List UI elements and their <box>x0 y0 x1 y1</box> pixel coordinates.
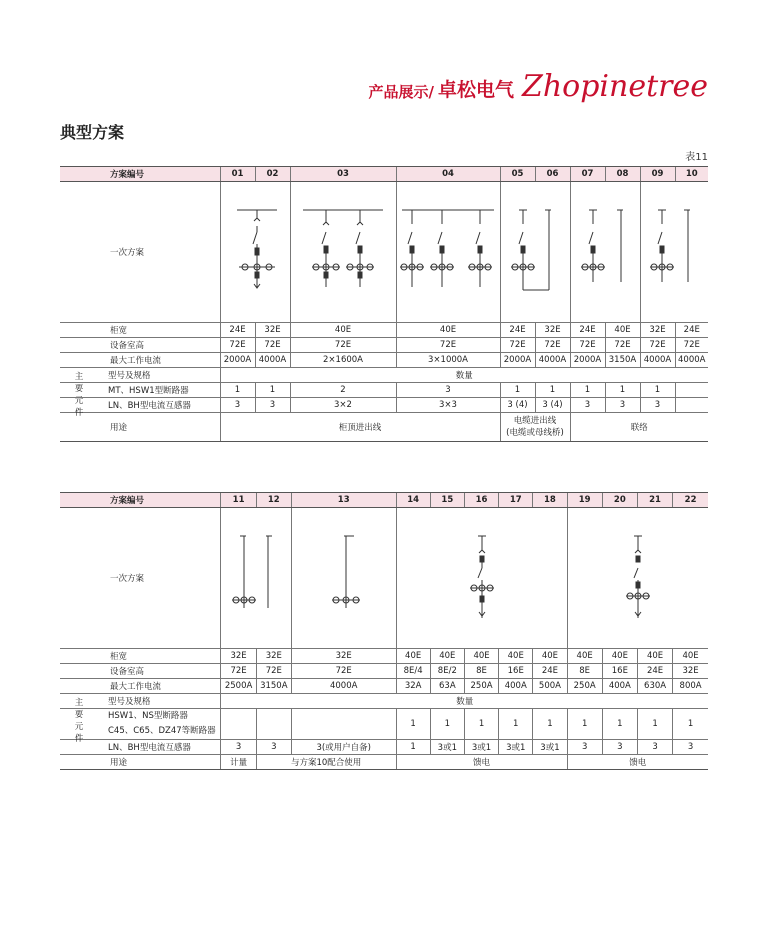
cell: 4000A <box>255 353 290 368</box>
header-label: 方案编号 <box>60 167 220 182</box>
scheme-diagram-11-12 <box>221 508 291 649</box>
cell: 32E <box>673 664 708 679</box>
cell: 32E <box>535 323 570 338</box>
table-number: 表11 <box>685 152 708 163</box>
header-brand-script: Zhopinetree <box>521 69 708 104</box>
model-row <box>60 368 708 383</box>
cell: 500A <box>533 679 567 694</box>
code-cell: 19 <box>567 493 602 508</box>
circuit-diagram <box>452 528 512 628</box>
cell: 72E <box>570 338 605 353</box>
scheme-diagram-07-08 <box>570 182 640 323</box>
scheme-table-1 <box>60 166 708 442</box>
cell: 24E <box>533 664 567 679</box>
page-title: 典型方案 <box>60 123 125 142</box>
cell: 40E <box>290 323 396 338</box>
cell: 4000A <box>535 353 570 368</box>
cell: 32E <box>256 649 291 664</box>
cell: 1 <box>396 740 430 755</box>
code-cell: 18 <box>533 493 567 508</box>
ct-row <box>60 740 708 755</box>
cell: 2 <box>290 383 396 398</box>
cell <box>256 709 291 740</box>
cell: 32E <box>221 649 256 664</box>
cell: 40E <box>567 649 602 664</box>
cell: 40E <box>396 323 500 338</box>
cell: 24E <box>570 323 605 338</box>
circuit-diagram <box>225 202 285 302</box>
cell: 40E <box>602 649 637 664</box>
row-label: LN、BH型电流互感器 <box>60 740 221 755</box>
ct-row <box>60 398 708 413</box>
code-cell: 06 <box>535 167 570 182</box>
cell: 400A <box>602 679 637 694</box>
cell: 32E <box>255 323 290 338</box>
cell: 8E <box>567 664 602 679</box>
usage-cell: 联络 <box>570 413 708 442</box>
cell: 72E <box>290 338 396 353</box>
circuit-diagram <box>398 202 498 302</box>
row-label: 最大工作电流 <box>60 353 220 368</box>
cell: 40E <box>499 649 533 664</box>
cell: 63A <box>430 679 464 694</box>
cell: 1 <box>430 709 464 740</box>
current-row <box>60 679 708 694</box>
header-product: 产品展示/ <box>368 83 434 101</box>
circuit-diagram <box>644 202 704 302</box>
row-label: 用途 <box>60 413 220 442</box>
cell: 250A <box>464 679 498 694</box>
row-label <box>60 709 221 740</box>
cell: 72E <box>220 338 255 353</box>
cell: 72E <box>221 664 256 679</box>
scheme-diagram-row <box>60 182 708 323</box>
cell <box>291 709 396 740</box>
model-row <box>60 694 708 709</box>
cell: 3 <box>220 398 255 413</box>
row-label: 柜宽 <box>60 323 220 338</box>
cell: 40E <box>673 649 708 664</box>
cell: 2×1600A <box>290 353 396 368</box>
breaker-label-2: C45、C65、DZ47等断路器 <box>108 726 216 736</box>
row-label: LN、BH型电流互感器 <box>60 398 220 413</box>
scheme-diagram-01-02 <box>220 182 290 323</box>
cell: 72E <box>255 338 290 353</box>
cell: 1 <box>499 709 533 740</box>
code-cell: 09 <box>640 167 675 182</box>
cell: 3 <box>255 398 290 413</box>
code-cell: 08 <box>605 167 640 182</box>
cell: 3 <box>567 740 602 755</box>
cell: 2000A <box>500 353 535 368</box>
cell: 72E <box>535 338 570 353</box>
usage-cell: 计量 <box>221 755 256 770</box>
current-row <box>60 353 708 368</box>
cell: 2000A <box>570 353 605 368</box>
code-cell: 04 <box>396 167 500 182</box>
cell: 3×3 <box>396 398 500 413</box>
usage-row <box>60 413 708 442</box>
code-cell: 11 <box>221 493 256 508</box>
cell: 800A <box>673 679 708 694</box>
cell: 1 <box>673 709 708 740</box>
cell: 1 <box>570 383 605 398</box>
cell: 3 <box>637 740 672 755</box>
row-label: MT、HSW1型断路器 <box>60 383 220 398</box>
cell: 1 <box>567 709 602 740</box>
scheme-table-2 <box>60 492 708 770</box>
cell: 24E <box>220 323 255 338</box>
breaker-row <box>60 709 708 740</box>
cell: 3×1000A <box>396 353 500 368</box>
scheme-diagram-row <box>60 508 708 649</box>
cell: 2000A <box>220 353 255 368</box>
cell: 40E <box>464 649 498 664</box>
cell: 40E <box>533 649 567 664</box>
cell: 3或1 <box>533 740 567 755</box>
row-label: 设备室高 <box>60 664 221 679</box>
model-label: 型号及规格 <box>108 371 151 381</box>
cell: 1 <box>464 709 498 740</box>
cell: 1 <box>535 383 570 398</box>
group-label: 主要元件 <box>74 698 84 744</box>
cell: 40E <box>430 649 464 664</box>
cell: 1 <box>637 709 672 740</box>
code-cell: 17 <box>499 493 533 508</box>
cell: 1 <box>255 383 290 398</box>
usage-cell: 电缆进出线 (电缆或母线桥) <box>500 413 570 442</box>
code-cell: 01 <box>220 167 255 182</box>
cell: 3或1 <box>430 740 464 755</box>
header-label: 方案编号 <box>60 493 221 508</box>
cell: 8E <box>464 664 498 679</box>
usage-cell: 馈电 <box>567 755 708 770</box>
cell: 16E <box>602 664 637 679</box>
scheme-label: 一次方案 <box>60 182 220 323</box>
cell <box>675 383 708 398</box>
code-cell: 15 <box>430 493 464 508</box>
table-header-row <box>60 493 708 508</box>
header-brand: 卓松电气 <box>437 79 514 101</box>
cell: 72E <box>500 338 535 353</box>
usage-cell: 柜顶进出线 <box>220 413 500 442</box>
circuit-diagram <box>575 202 635 302</box>
code-cell: 21 <box>637 493 672 508</box>
cell: 72E <box>640 338 675 353</box>
height-row <box>60 664 708 679</box>
cell: 24E <box>675 323 708 338</box>
code-cell: 03 <box>290 167 396 182</box>
usage-row <box>60 755 708 770</box>
group-label: 主要元件 <box>74 372 84 418</box>
cell: 72E <box>291 664 396 679</box>
cell: 3 <box>221 740 256 755</box>
cell: 8E/4 <box>396 664 430 679</box>
cell: 2500A <box>221 679 256 694</box>
cell: 1 <box>220 383 255 398</box>
cell: 400A <box>499 679 533 694</box>
cell: 8E/2 <box>430 664 464 679</box>
row-label: 用途 <box>60 755 221 770</box>
model-label: 型号及规格 <box>108 697 151 707</box>
cell: 1 <box>605 383 640 398</box>
code-cell: 13 <box>291 493 396 508</box>
scheme-label: 一次方案 <box>60 508 221 649</box>
code-cell: 05 <box>500 167 535 182</box>
usage-cell: 馈电 <box>396 755 567 770</box>
scheme-diagram-05-06 <box>500 182 570 323</box>
scheme-diagram-04 <box>396 182 500 323</box>
scheme-diagram-14-18 <box>396 508 567 649</box>
cell: 3 <box>570 398 605 413</box>
cell: 3或1 <box>464 740 498 755</box>
cell <box>675 398 708 413</box>
circuit-diagram <box>608 528 668 628</box>
row-label: 最大工作电流 <box>60 679 221 694</box>
cell: 3×2 <box>290 398 396 413</box>
cell: 1 <box>500 383 535 398</box>
width-row <box>60 323 708 338</box>
breaker-row <box>60 383 708 398</box>
code-cell: 14 <box>396 493 430 508</box>
cell: 3(或用户自备) <box>291 740 396 755</box>
code-cell: 12 <box>256 493 291 508</box>
cell: 3 <box>396 383 500 398</box>
cell: 72E <box>675 338 708 353</box>
row-label: 柜宽 <box>60 649 221 664</box>
cell: 4000A <box>675 353 708 368</box>
code-cell: 20 <box>602 493 637 508</box>
cell: 40E <box>605 323 640 338</box>
cell: 3 <box>605 398 640 413</box>
height-row <box>60 338 708 353</box>
qty-header: 数量 <box>220 368 708 383</box>
usage-cell: 与方案10配合使用 <box>256 755 396 770</box>
cell: 3 <box>673 740 708 755</box>
code-cell: 02 <box>255 167 290 182</box>
qty-header: 数量 <box>221 694 708 709</box>
page-header <box>368 62 708 102</box>
code-cell: 07 <box>570 167 605 182</box>
circuit-diagram <box>298 202 388 302</box>
scheme-diagram-09-10 <box>640 182 708 323</box>
cell: 72E <box>256 664 291 679</box>
circuit-diagram <box>314 528 374 628</box>
cell: 3 <box>640 398 675 413</box>
scheme-diagram-19-22 <box>567 508 708 649</box>
cell: 3150A <box>605 353 640 368</box>
cell: 1 <box>640 383 675 398</box>
scheme-diagram-03 <box>290 182 396 323</box>
breaker-label-1: HSW1、NS型断路器 <box>108 711 188 721</box>
cell: 250A <box>567 679 602 694</box>
cell: 3 <box>256 740 291 755</box>
row-label: 设备室高 <box>60 338 220 353</box>
cell: 3150A <box>256 679 291 694</box>
cell: 1 <box>396 709 430 740</box>
code-cell: 22 <box>673 493 708 508</box>
cell: 24E <box>637 664 672 679</box>
cell: 32E <box>640 323 675 338</box>
circuit-diagram <box>226 528 286 628</box>
table-header-row <box>60 167 708 182</box>
cell: 32A <box>396 679 430 694</box>
cell: 3 (4) <box>500 398 535 413</box>
cell <box>221 709 256 740</box>
cell: 3或1 <box>499 740 533 755</box>
code-cell: 10 <box>675 167 708 182</box>
width-row <box>60 649 708 664</box>
cell: 72E <box>605 338 640 353</box>
cell: 4000A <box>291 679 396 694</box>
cell: 4000A <box>640 353 675 368</box>
circuit-diagram <box>505 202 565 302</box>
cell: 24E <box>500 323 535 338</box>
cell: 630A <box>637 679 672 694</box>
code-cell: 16 <box>464 493 498 508</box>
cell: 72E <box>396 338 500 353</box>
cell: 32E <box>291 649 396 664</box>
cell: 3 <box>602 740 637 755</box>
cell: 40E <box>637 649 672 664</box>
cell: 1 <box>533 709 567 740</box>
cell: 1 <box>602 709 637 740</box>
cell: 16E <box>499 664 533 679</box>
cell: 3 (4) <box>535 398 570 413</box>
scheme-diagram-13 <box>291 508 396 649</box>
cell: 40E <box>396 649 430 664</box>
